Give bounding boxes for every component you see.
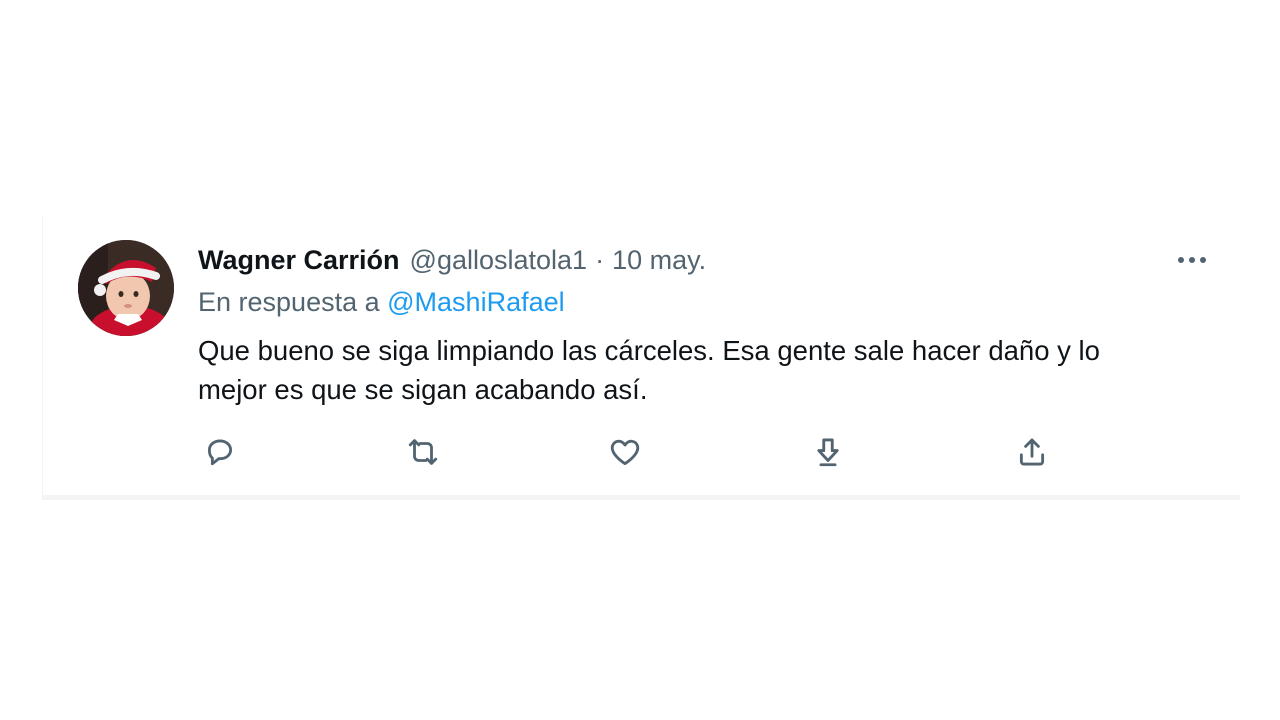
tweet-card[interactable] xyxy=(42,215,1240,500)
share-icon xyxy=(1015,435,1049,469)
reply-prefix: En respuesta a xyxy=(198,287,380,317)
author-handle[interactable]: @galloslatola1 xyxy=(409,244,588,275)
tweet-text-line-1: Que bueno se siga limpiando las cárceles. Esa gente sale hacer daño y lo xyxy=(198,335,1100,366)
download-button[interactable] xyxy=(806,430,850,474)
tweet-header xyxy=(198,243,706,277)
download-icon xyxy=(811,435,845,469)
retweet-button[interactable] xyxy=(401,430,445,474)
reply-icon xyxy=(203,435,237,469)
tweet-text xyxy=(198,331,1198,409)
tweet-date[interactable]: 10 may. xyxy=(612,244,707,275)
retweet-icon xyxy=(406,435,440,469)
avatar[interactable] xyxy=(78,240,174,336)
reply-button[interactable] xyxy=(198,430,242,474)
share-button[interactable] xyxy=(1010,430,1054,474)
author-name[interactable]: Wagner Carrión xyxy=(198,244,400,275)
avatar-image xyxy=(78,240,174,336)
like-button[interactable] xyxy=(603,430,647,474)
heart-icon xyxy=(608,435,642,469)
tweet-text-line-2: mejor es que se sigan acabando así. xyxy=(198,374,648,405)
more-button[interactable] xyxy=(1167,245,1217,275)
separator-dot: · xyxy=(595,244,605,275)
reply-mention-link[interactable]: @MashiRafael xyxy=(387,287,565,317)
tweet-actions xyxy=(198,430,1058,474)
more-icon xyxy=(1178,257,1206,263)
reply-context xyxy=(198,287,565,318)
